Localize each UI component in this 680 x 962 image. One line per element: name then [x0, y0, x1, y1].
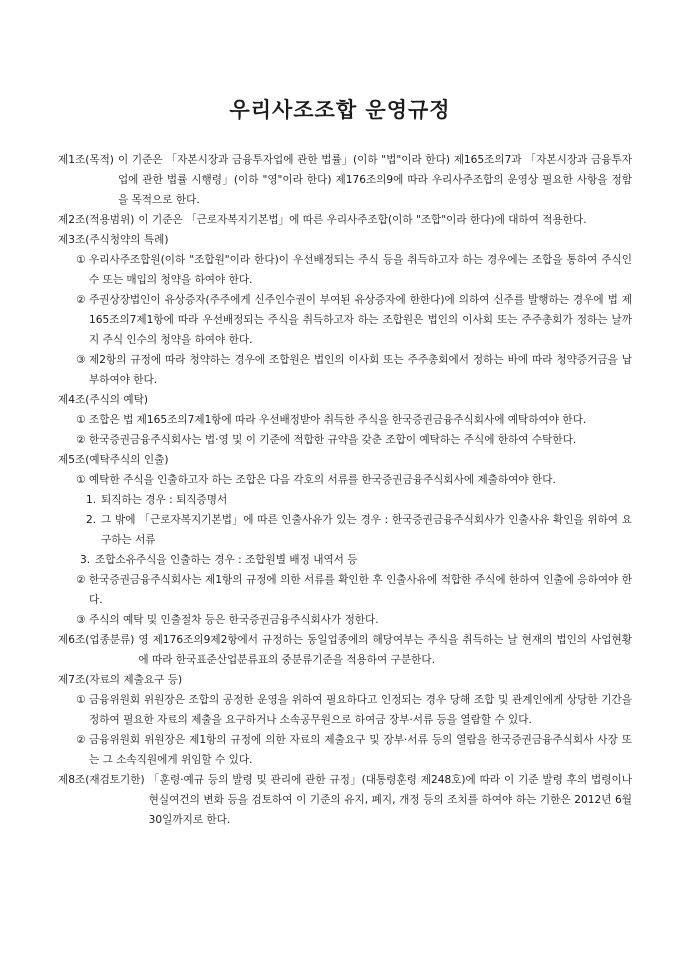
document-title: 우리사조조합 운영규정	[229, 98, 451, 122]
paragraph-mark: ②	[76, 434, 86, 446]
document-body	[58, 150, 632, 830]
item-number: 2.	[86, 514, 97, 526]
article-text: 이 기준은 「근로자복지기본법」에 따른 우리사주조합(이하 "조합"이라 한다)에 대하여 적용한다.	[138, 214, 587, 226]
paragraph	[58, 470, 632, 490]
article-label: 제1조(목적)	[58, 154, 114, 166]
paragraph	[58, 430, 632, 450]
paragraph-mark: ①	[76, 414, 86, 426]
item-text: 그 밖에 「근로자복지기본법」에 따른 인출사유가 있는 경우 : 한국증권금융주식회사가 인출사유 확인을 위하여 요구하는 서류	[101, 514, 632, 546]
paragraph-text: 제2항의 규정에 따라 청약하는 경우에 조합원은 법인의 이사회 또는 주주총회에서 정하는 바에 따라 청약증거금을 납부하여야 한다.	[89, 354, 632, 386]
article-2	[58, 210, 632, 230]
paragraph-mark: ②	[76, 734, 86, 746]
paragraph-text: 주식의 예탁 및 인출절차 등은 한국증권금융주식회사가 정한다.	[89, 614, 379, 626]
article-label: 제6조(업종분류)	[58, 634, 135, 646]
paragraph-text: 한국증권금융주식회사는 법·영 및 이 기준에 적합한 규약을 갖춘 조합이 예탁하는 주식에 한하여 수탁한다.	[89, 434, 577, 446]
article-5	[58, 450, 632, 630]
paragraph	[58, 610, 632, 630]
item-text: 조합소유주식을 인출하는 경우 : 조합원별 배정 내역서 등	[95, 554, 358, 566]
paragraph-mark: ②	[76, 294, 86, 306]
article-text: 「훈령·예규 등의 발령 및 관리에 관한 규정」(대통령훈령 제248호)에 따라 이 기준 발령 후의 법령이나 현실여건의 변화 등을 검토하여 이 기준의 유지, 폐지, 개정 등의 조치를 하여야 하는 기한은 2012년 6월 30일까지로 한다.	[148, 774, 632, 826]
article-label: 제8조(재검토기한)	[58, 774, 145, 786]
paragraph-text: 한국증권금융주식회사는 제1항의 규정에 의한 서류를 확인한 후 인출사유에 적합한 주식에 한하여 인출에 응하여야 한다.	[89, 574, 632, 606]
article-heading: 제5조(예탁주식의 인출)	[58, 454, 169, 466]
paragraph	[58, 570, 632, 610]
paragraph-mark: ①	[76, 694, 86, 706]
list-item	[58, 550, 632, 570]
article-1	[58, 150, 632, 210]
paragraph-mark: ①	[76, 474, 86, 486]
article-7	[58, 670, 632, 770]
paragraph	[58, 410, 632, 430]
paragraph	[58, 290, 632, 350]
list-item	[58, 510, 632, 550]
paragraph-text: 조합은 법 제165조의7제1항에 따라 우선배정받아 취득한 주식을 한국증권금융주식회사에 예탁하여야 한다.	[89, 414, 587, 426]
paragraph-text: 예탁한 주식을 인출하고자 하는 조합은 다음 각호의 서류를 한국증권금융주식회사에 제출하여야 한다.	[89, 474, 556, 486]
paragraph-text: 금융위원회 위원장은 제1항의 규정에 의한 자료의 제출요구 및 장부·서류 등의 열람을 한국증권금융주식회사 사장 또는 그 소속직원에게 위임할 수 있다.	[89, 734, 632, 766]
item-number: 1.	[86, 494, 97, 506]
paragraph	[58, 250, 632, 290]
paragraph-mark: ①	[76, 254, 86, 266]
paragraph	[58, 730, 632, 770]
paragraph	[58, 350, 632, 390]
article-text: 영 제176조의9제2항에서 규정하는 동일업종에의 해당여부는 주식을 취득하는 날 현재의 법인의 사업현황에 따라 한국표준산업분류표의 중분류기준을 적용하여 구분한다.	[138, 634, 632, 666]
article-text: 이 기준은 「자본시장과 금융투자업에 관한 법률」(이하 "법"이라 한다) 제165조의7과 「자본시장과 금융투자업에 관한 법률 시행령」(이하 "영"이라 한다) 제176조의9에 따라 우리사주조합의 운영상 필요한 사항을 정함을 목적으로 한다.	[117, 154, 632, 206]
article-heading: 제3조(주식청약의 특례)	[58, 234, 169, 246]
article-3	[58, 230, 632, 390]
item-number: 3.	[80, 554, 91, 566]
article-8	[58, 770, 632, 830]
paragraph-text: 주권상장법인이 유상증자(주주에게 신주인수권이 부여된 유상증자에 한한다)에 의하여 신주를 발행하는 경우에 법 제165조의7제1항에 따라 우선배정되는 주식을 취득하고자 하는 조합원은 법인의 이사회 또는 주주총회가 정하는 날까지 주식 인수의 청약을 하여야 한다.	[89, 294, 632, 346]
paragraph-text: 금융위원회 위원장은 조합의 공정한 운영을 위하여 필요하다고 인정되는 경우 당해 조합 및 관계인에게 상당한 기간을 정하여 필요한 자료의 제출을 요구하거나 소속공무원으로 하여금 장부·서류 등을 열람할 수 있다.	[89, 694, 632, 726]
paragraph-mark: ②	[76, 574, 86, 586]
paragraph-text: 우리사주조합원(이하 "조합원"이라 한다)이 우선배정되는 주식 등을 취득하고자 하는 경우에는 조합을 통하여 주식인수 또는 매입의 청약을 하여야 한다.	[89, 254, 632, 286]
list-item	[58, 490, 632, 510]
article-heading: 제4조(주식의 예탁)	[58, 394, 149, 406]
item-text: 퇴직하는 경우 : 퇴직증명서	[101, 494, 228, 506]
paragraph-mark: ③	[76, 354, 86, 366]
paragraph	[58, 690, 632, 730]
article-label: 제2조(적용범위)	[58, 214, 135, 226]
article-heading: 제7조(자료의 제출요구 등)	[58, 674, 183, 686]
paragraph-mark: ③	[76, 614, 86, 626]
article-4	[58, 390, 632, 450]
article-6	[58, 630, 632, 670]
